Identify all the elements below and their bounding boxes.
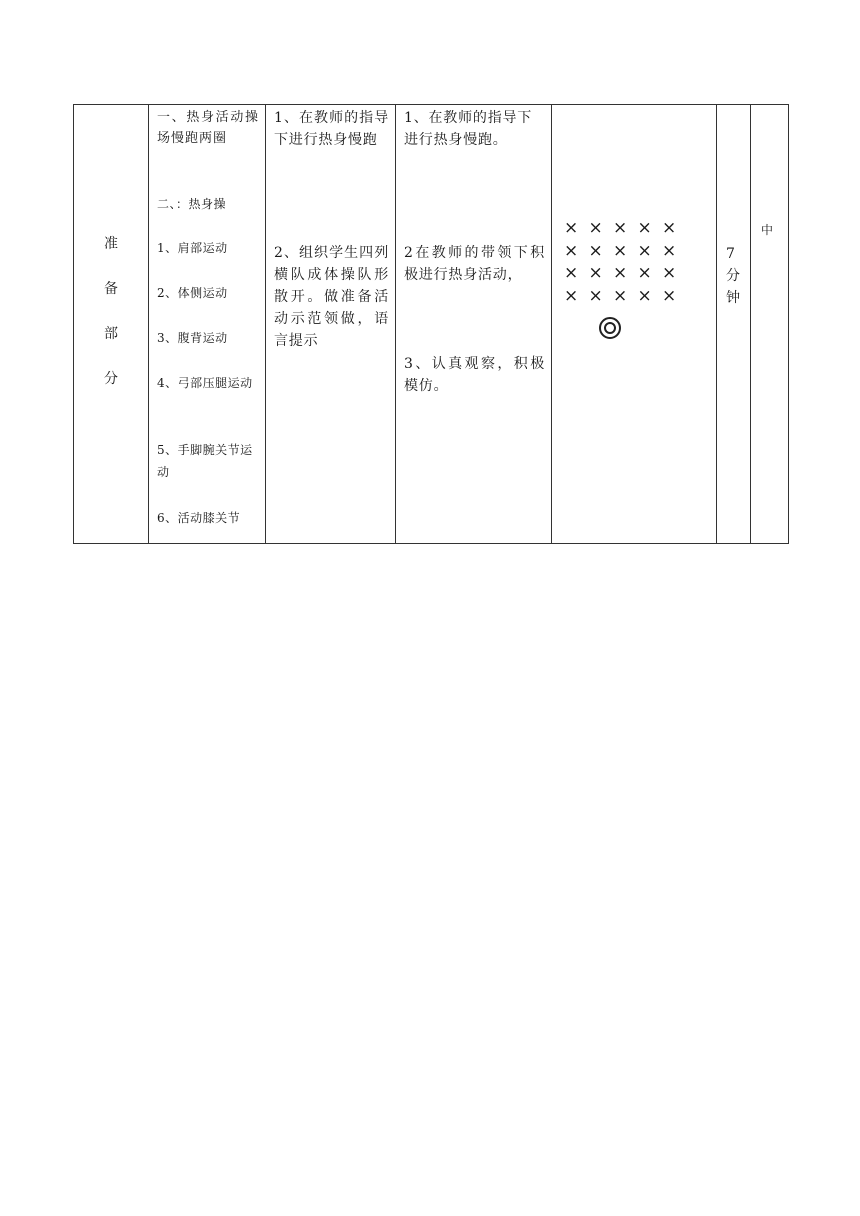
formation-cell: [552, 105, 717, 544]
formation-row: [564, 262, 687, 285]
stage-char: 部: [104, 326, 118, 342]
student-mark-icon: ×: [588, 218, 603, 239]
stage-label: [74, 233, 148, 413]
student-mark-icon: ×: [564, 285, 579, 306]
formation-row: [564, 217, 687, 240]
student-mark-icon: ×: [662, 285, 677, 306]
student-mark-icon: ×: [637, 218, 652, 239]
table-row: [74, 105, 789, 544]
time-label: [726, 243, 744, 309]
student-mark-icon: ×: [564, 240, 579, 261]
student-mark-icon: ×: [637, 240, 652, 261]
student-step-1: 1、在教师的指导下进行热身慢跑。: [404, 110, 533, 148]
time-cell: [717, 105, 751, 544]
time-unit: 分钟: [726, 268, 740, 306]
student-activity-cell: [396, 105, 552, 544]
student-mark-icon: ×: [588, 240, 603, 261]
formation-row: [564, 285, 687, 308]
exercise-item: 2、体侧运动: [157, 286, 228, 300]
time-value: 7: [726, 246, 735, 262]
student-mark-icon: ×: [662, 263, 677, 284]
exercise-item: 6、活动膝关节: [157, 511, 241, 525]
warmup-exercise-heading: 二、：热身操: [157, 197, 227, 211]
stage-char: 备: [104, 281, 118, 297]
student-mark-icon: ×: [662, 218, 677, 239]
intensity-cell: [751, 105, 789, 544]
teacher-step-2: 2、组织学生四列横队成体操队形散开。做准备活动示范领做，语言提示: [274, 245, 389, 349]
exercise-item: 3、腹背运动: [157, 331, 228, 345]
student-mark-icon: ×: [637, 263, 652, 284]
student-mark-icon: ×: [613, 285, 628, 306]
exercise-item: 4、弓部压腿运动: [157, 376, 253, 390]
student-mark-icon: ×: [613, 218, 628, 239]
student-formation: [564, 217, 687, 307]
student-step-3: 3、认真观察，积极模仿。: [404, 356, 545, 394]
student-mark-icon: ×: [588, 263, 603, 284]
stage-cell: [74, 105, 149, 544]
exercise-item: 1、肩部运动: [157, 241, 228, 255]
stage-char: 准: [104, 236, 118, 252]
student-mark-icon: ×: [564, 263, 579, 284]
lesson-plan-table: [73, 104, 789, 544]
student-mark-icon: ×: [588, 285, 603, 306]
formation-row: [564, 240, 687, 263]
student-step-2: 2在教师的带领下积极进行热身活动，: [404, 245, 545, 283]
teacher-position-icon: [599, 317, 621, 339]
content-cell: [149, 105, 266, 544]
student-mark-icon: ×: [564, 218, 579, 239]
exercise-item: 5、手脚腕关节运动: [157, 443, 253, 479]
student-mark-icon: ×: [613, 263, 628, 284]
student-mark-icon: ×: [662, 240, 677, 261]
stage-char: 分: [104, 371, 118, 387]
teacher-step-1: 1、在教师的指导下进行热身慢跑: [274, 110, 389, 148]
student-mark-icon: ×: [613, 240, 628, 261]
warmup-run-item: 一、热身活动操场慢跑两圈: [157, 110, 259, 146]
intensity-label: 中: [761, 223, 774, 237]
teacher-activity-cell: [266, 105, 396, 544]
student-mark-icon: ×: [637, 285, 652, 306]
